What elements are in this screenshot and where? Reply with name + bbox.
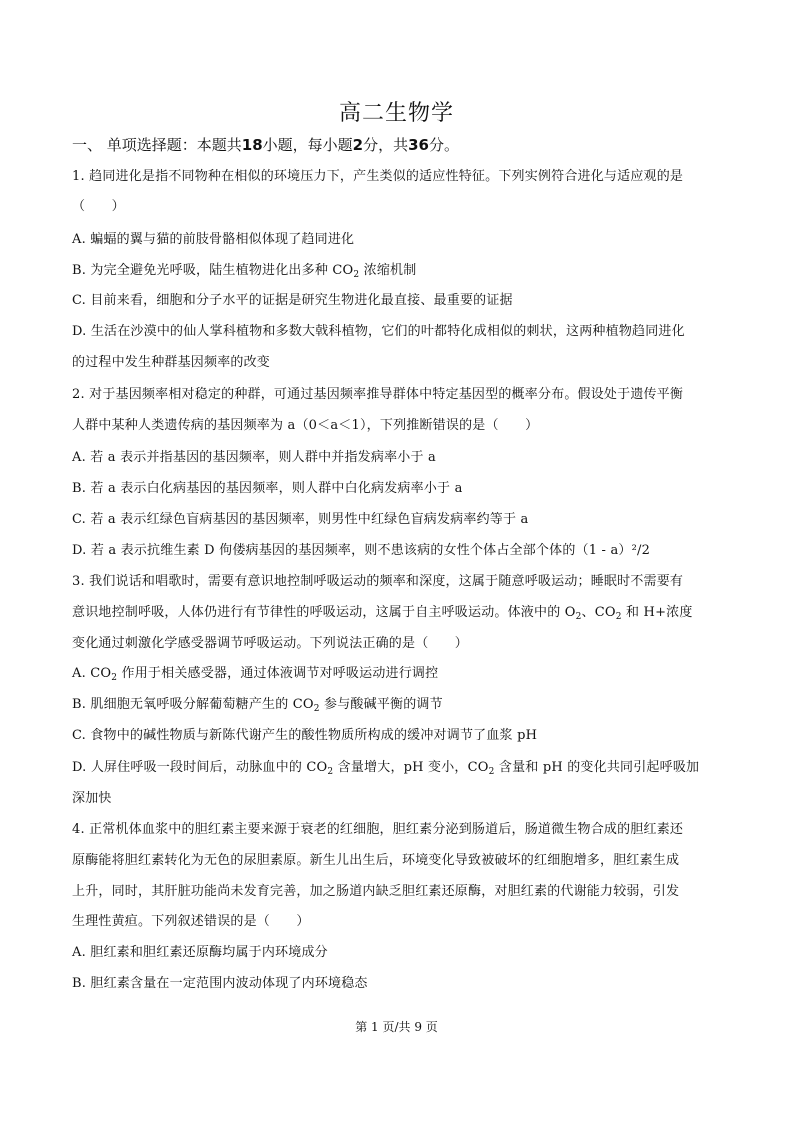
q3-option-a: A. $CO_2$ 作用于相关感受器，通过体液调节对呼吸运动进行调控 <box>72 666 439 683</box>
q2-option-a: A. 若 a 表示并指基因的基因频率，则人群中并指发病率小于 a <box>72 450 436 465</box>
q2-option-b: B. 若 a 表示白化病基因的基因频率，则人群中白化病发病率小于 a <box>72 481 463 496</box>
q2-stem-line2: 人群中某种人类遗传病的基因频率为 a（0＜a＜1），下列推断错误的是（ ） <box>72 418 539 433</box>
q4-stem-line3: 上升，同时，其肝脏功能尚未发育完善，加之肠道内缺乏胆红素还原酶，对胆红素的代谢能力较弱，引发 <box>72 884 680 899</box>
q4-option-b: B. 胆红素含量在一定范围内波动体现了内环境稳态 <box>72 976 368 991</box>
q2-option-c: C. 若 a 表示红绿色盲病基因的基因频率，则男性中红绿色盲病发病率约等于 a <box>72 512 529 527</box>
q1-option-a: A. 蝙蝠的翼与猫的前肢骨骼相似体现了趋同进化 <box>72 232 355 247</box>
q1-option-d-line1: D. 生活在沙漠中的仙人掌科植物和多数大戟科植物，它们的叶都特化成相似的刺状，这两种植物趋同进化 <box>72 324 685 339</box>
q1-option-c: C. 目前来看，细胞和分子水平的证据是研究生物进化最直接、最重要的证据 <box>72 293 513 308</box>
q3-option-d-line2: 深加快 <box>72 791 112 806</box>
q1-option-d-line2: 的过程中发生种群基因频率的改变 <box>72 355 271 370</box>
q4-stem-line4: 生理性黄疸。下列叙述错误的是（ ） <box>72 914 310 929</box>
q1-stem-line2: （ ） <box>72 199 125 214</box>
q1-option-b: B. 为完全避免光呼吸，陆生植物进化出多种 $CO_2$ 浓缩机制 <box>72 263 417 280</box>
page-title: 高二生物学 <box>338 101 454 126</box>
q4-stem-line2: 原酶能将胆红素转化为无色的尿胆素原。新生儿出生后，环境变化导致被破坏的红细胞增多，胆红素生成 <box>72 853 680 868</box>
q3-stem-line3: 变化通过刺激化学感受器调节呼吸运动。下列说法正确的是（ ） <box>72 636 469 651</box>
q2-option-d: D. 若 a 表示抗维生素 D 佝偻病基因的基因频率，则不患该病的女性个体占全部个体的（1 - a）²/2 <box>72 543 651 558</box>
page-footer: 第 1 页/共 9 页 <box>355 1020 438 1034</box>
q3-stem-line1: 3. 我们说话和唱歌时，需要有意识地控制呼吸运动的频率和深度，这属于随意呼吸运动；睡眠时不需要有 <box>72 574 684 589</box>
q4-stem-line1: 4. 正常机体血浆中的胆红素主要来源于衰老的红细胞，胆红素分泌到肠道后，肠道微生物合成的胆红素还 <box>72 822 684 837</box>
q4-option-a: A. 胆红素和胆红素还原酶均属于内环境成分 <box>72 945 328 960</box>
q3-option-b: B. 肌细胞无氧呼吸分解葡萄糖产生的 $CO_2$ 参与酸碱平衡的调节 <box>72 697 443 714</box>
q3-stem-line2: 意识地控制呼吸，人体仍进行有节律性的呼吸运动，这属于自主呼吸运动。体液中的 $O_2$、$CO_2$ 和 H+浓度 <box>72 605 693 622</box>
q2-stem-line1: 2. 对于基因频率相对稳定的种群，可通过基因频率推导群体中特定基因型的概率分布。假设处于遗传平衡 <box>72 387 684 402</box>
section-heading: 一、 单项选择题：本题共18小题，每小题2分，共36分。 <box>72 136 460 154</box>
q1-stem-line1: 1. 趋同进化是指不同物种在相似的环境压力下，产生类似的适应性特征。下列实例符合进化与适应观的是 <box>72 169 684 184</box>
q3-option-c: C. 食物中的碱性物质与新陈代谢产生的酸性物质所构成的缓冲对调节了血浆 pH <box>72 728 538 743</box>
q3-option-d-line1: D. 人屏住呼吸一段时间后，动脉血中的 $CO_2$ 含量增大，pH 变小，$CO_2$ 含量和 pH 的变化共同引起呼吸加 <box>72 760 700 777</box>
